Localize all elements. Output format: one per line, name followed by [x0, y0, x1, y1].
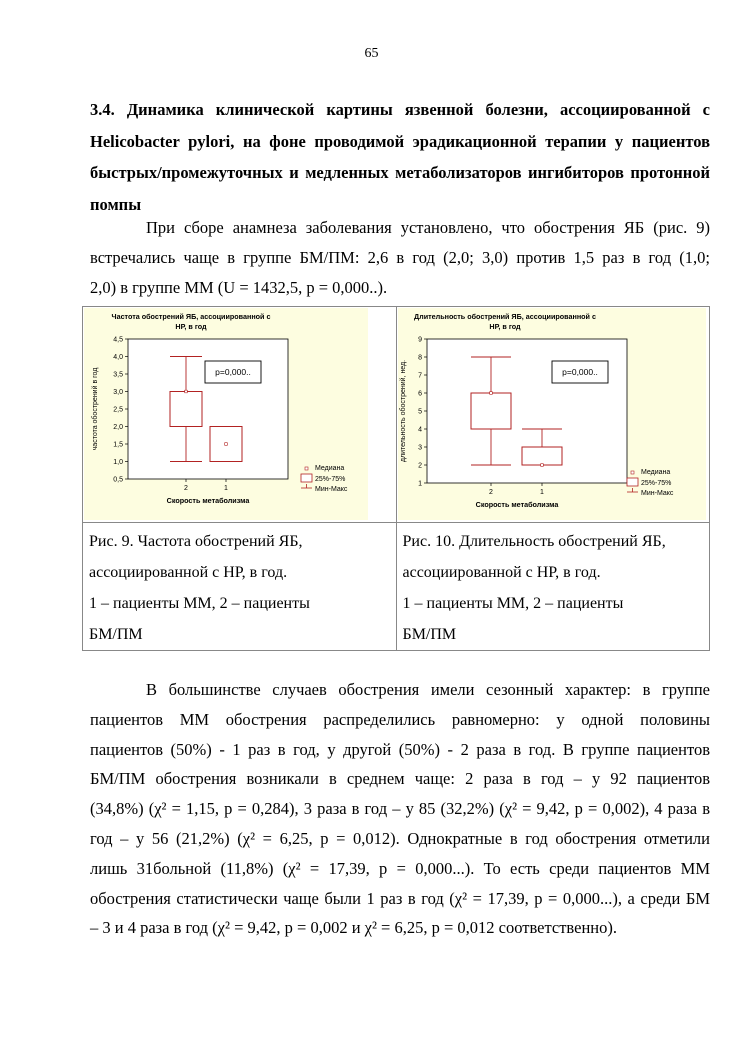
median-marker	[540, 464, 543, 467]
paragraph-line: В большинстве случаев обострения имели сезонный характер: в группе	[146, 680, 710, 699]
legend-box-label: 25%-75%	[640, 480, 671, 487]
y-tick-label: 1	[417, 480, 422, 488]
legend-median-marker	[631, 471, 634, 474]
legend-median-marker	[305, 467, 308, 470]
legend-box-marker	[627, 478, 638, 486]
x-axis-label: Скорость метаболизма	[166, 496, 250, 505]
legend-box-marker	[301, 474, 312, 482]
y-tick-label: 8	[417, 354, 422, 362]
boxplot-chart-frequency	[83, 307, 369, 521]
heading-text-before: Динамика клинической картины язвенной болезни, ассоциированной с	[126, 100, 710, 119]
y-tick-label: 4	[417, 426, 422, 434]
caption-line: 1 – пациенты ММ, 2 – пациенты	[402, 595, 624, 612]
chart-title-line: Частота обострений ЯБ, ассоциированной с	[111, 312, 271, 321]
caption-line: БМ/ПМ	[89, 626, 143, 643]
section-number: 3.4.	[90, 100, 115, 119]
iqr-box	[522, 447, 562, 465]
y-tick-label: 7	[417, 372, 422, 380]
paragraph-line: встречались чаще в группе БМ/ПМ: 2,6 в год (2,0; 3,0) против 1,5 раз в год (1,0;	[90, 248, 710, 267]
median-marker	[185, 390, 188, 393]
y-tick-label: 4,0	[113, 354, 123, 361]
y-axis-label: длительность обострений, нед.	[399, 359, 407, 463]
y-tick-label: 9	[417, 336, 422, 344]
paragraph-seasonality	[90, 675, 710, 943]
paragraph-line: лишь 31больной (11,8%) (χ² = 17,39, p = 0,000...). То есть среди пациентов ММ	[90, 858, 710, 878]
chart-title-line: НР, в год	[175, 322, 207, 331]
y-tick-label: 2,0	[113, 424, 123, 431]
figure-caption-9	[83, 523, 397, 651]
paragraph-line: год – у 56 (21,2%) (χ² = 6,25, p = 0,012). Однократные в год обострения отметили	[90, 828, 710, 848]
y-tick-label: 3,0	[113, 389, 123, 396]
figure-cell-9	[83, 307, 397, 523]
paragraph-line: БМ/ПМ обострения возникали в среднем чаще: 2 раза в год – у 92 пациентов	[90, 769, 710, 789]
legend-median-label: Медиана	[315, 465, 345, 472]
paragraph-line: – 3 и 4 раза в год (χ² = 9,42, p = 0,002 и χ² = 6,25, p = 0,012 соответственно).	[90, 918, 617, 938]
paragraph-line: 2,0) в группе ММ (U = 1432,5, p = 0,000..).	[90, 278, 388, 297]
page-number: 65	[364, 46, 379, 61]
heading-text-after: на фоне проводимой эрадикационной терапии у пациентов быстрых/промежуточных и медленных метаболизаторов ингибиторов протонной помпы	[90, 131, 710, 214]
legend-minmax-label: Мин-Макс	[315, 486, 348, 493]
paragraph-line: пациентов ММ обострения распределились равномерно: у одной половины	[90, 709, 710, 729]
legend-minmax-label: Мин-Макс	[640, 490, 673, 497]
paragraph-line: пациентов (50%) - 1 раз в год, у другой (50%) - 2 раза в год. В группе пациентов	[90, 739, 710, 759]
legend-box-label: 25%-75%	[315, 476, 346, 483]
figure-caption-10	[396, 523, 710, 651]
paragraph-line: (34,8%) (χ² = 1,15, p = 0,284), 3 раза в год – у 85 (32,2%) (χ² = 9,42, p = 0,002), 4 раза в	[90, 799, 710, 819]
legend-median-label: Медиана	[640, 469, 670, 476]
paragraph-line: При сборе анамнеза заболевания установлено, что обострения ЯБ (рис. 9)	[146, 218, 710, 237]
chart-title-line: Длительность обострений ЯБ, ассоциированной с	[413, 312, 596, 321]
y-tick-label: 1,5	[113, 441, 123, 449]
paragraph-anamnesis	[90, 213, 710, 303]
figure-cell-10	[396, 307, 710, 523]
x-axis-label: Скорость метаболизма	[475, 500, 558, 509]
figure-table	[82, 306, 710, 651]
y-tick-label: 1,0	[113, 459, 123, 466]
p-value-text: p=0,000..	[561, 367, 598, 377]
x-tick-label: 2	[488, 489, 493, 496]
caption-line: 1 – пациенты ММ, 2 – пациенты	[89, 595, 310, 612]
chart-title-line: НР, в год	[488, 322, 521, 331]
y-tick-label: 3,5	[113, 371, 123, 379]
y-tick-label: 2	[417, 462, 422, 470]
section-heading	[90, 94, 710, 220]
caption-line: Рис. 10. Длительность обострений ЯБ,	[402, 533, 666, 550]
paragraph-line: обострения статистически чаще были 1 раз в год (χ² = 17,39, p = 0,000...), а среди БМ	[90, 888, 710, 908]
boxplot-chart-duration	[397, 307, 707, 521]
iqr-box	[170, 392, 202, 427]
median-marker	[225, 443, 228, 446]
p-value-text: p=0,000..	[215, 367, 251, 377]
x-tick-label: 2	[184, 485, 188, 492]
y-tick-label: 4,5	[113, 336, 123, 344]
y-axis-label: частота обострений в год	[92, 367, 99, 451]
y-tick-label: 3	[417, 444, 422, 452]
y-tick-label: 0,5	[113, 476, 123, 484]
iqr-box	[471, 393, 511, 429]
y-tick-label: 5	[417, 408, 422, 416]
caption-line: БМ/ПМ	[402, 626, 457, 643]
caption-line: ассоциированной с НР, в год.	[89, 564, 288, 581]
plot-area	[128, 339, 288, 479]
median-marker	[489, 392, 492, 395]
y-tick-label: 2,5	[113, 406, 123, 414]
caption-line: ассоциированной с НР, в год.	[402, 564, 601, 581]
x-tick-label: 1	[224, 485, 228, 492]
caption-line: Рис. 9. Частота обострений ЯБ,	[89, 533, 303, 550]
heading-bacterium: Helicobacter pylori,	[90, 131, 235, 151]
x-tick-label: 1	[539, 489, 544, 496]
y-tick-label: 6	[417, 390, 422, 398]
